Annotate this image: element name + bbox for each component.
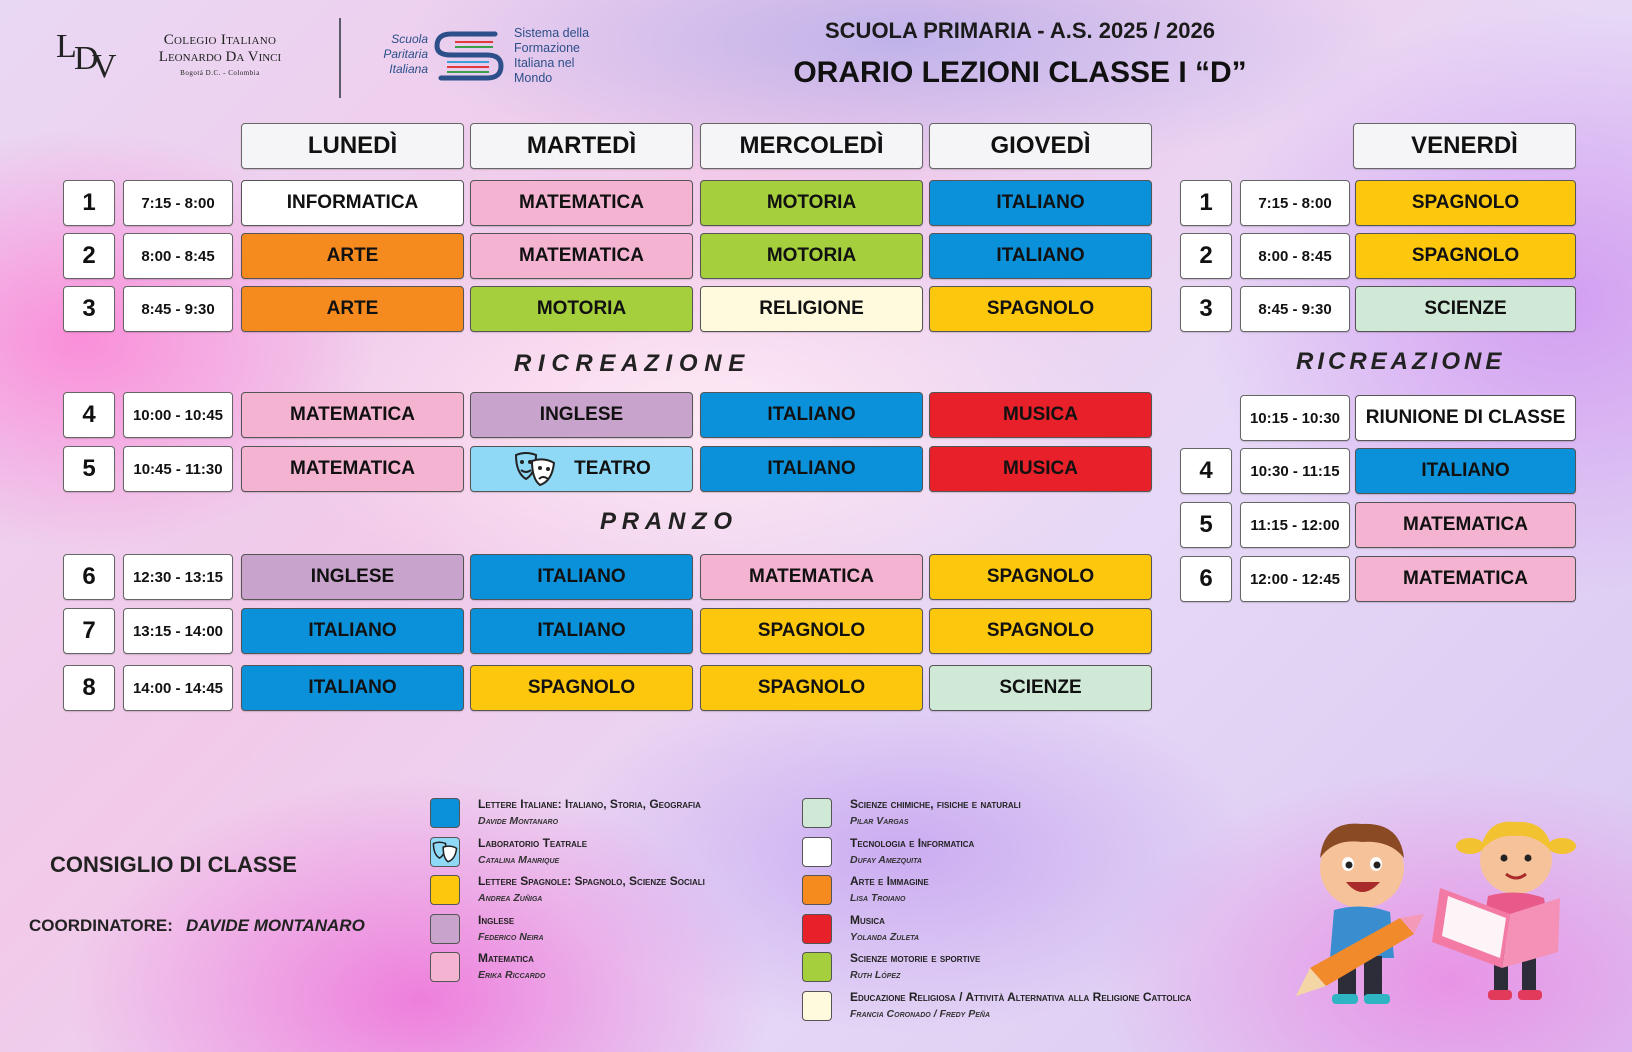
period-number: 5	[63, 446, 115, 492]
subject-cell: ITALIANO	[241, 665, 464, 711]
period-time: 10:45 - 11:30	[123, 446, 233, 492]
period-number: 4	[63, 392, 115, 438]
friday-subject-cell: MATEMATICA	[1355, 556, 1576, 602]
subject-cell: MOTORIA	[700, 180, 923, 226]
subject-cell: MATEMATICA	[700, 554, 923, 600]
legend-subject: Lettere Spagnole: Spagnolo, Scienze Sociali	[478, 874, 705, 888]
subject-cell: INFORMATICA	[241, 180, 464, 226]
subject-cell: ITALIANO	[470, 554, 693, 600]
friday-subject-cell: RIUNIONE DI CLASSE	[1355, 395, 1576, 441]
subject-cell: ARTE	[241, 233, 464, 279]
period-number: 7	[63, 608, 115, 654]
subject-cell: MATEMATICA	[470, 180, 693, 226]
coordinator-name: DAVIDE MONTANARO	[186, 916, 365, 935]
sf-line3: Italiana nel	[514, 56, 575, 70]
legend-teacher: Pilar Vargas	[850, 815, 909, 827]
subject-cell: INGLESE	[470, 392, 693, 438]
period-time: 14:00 - 14:45	[123, 665, 233, 711]
friday-period-time: 8:00 - 8:45	[1240, 233, 1350, 279]
legend-subject: Tecnologia e Informatica	[850, 835, 975, 850]
day-header-thursday: GIOVEDÌ	[929, 123, 1152, 169]
subject-cell: MATEMATICA	[241, 392, 464, 438]
legend-swatch	[430, 914, 460, 944]
period-number: 2	[63, 233, 115, 279]
subject-cell: SCIENZE	[929, 665, 1152, 711]
sf-line2: Formazione	[514, 41, 580, 55]
subject-cell: SPAGNOLO	[700, 608, 923, 654]
sf-line4: Mondo	[514, 71, 553, 85]
legend-swatch	[802, 952, 832, 982]
period-time: 13:15 - 14:00	[123, 608, 233, 654]
day-header-tuesday: MARTEDÌ	[470, 123, 693, 169]
subject-cell: ARTE	[241, 286, 464, 332]
day-header-monday: LUNEDÌ	[241, 123, 464, 169]
legend-subject: Arte e Immagine	[850, 874, 929, 888]
legend-teacher: Erika Riccardo	[478, 969, 546, 981]
break-pranzo: P R A N Z O	[600, 508, 732, 535]
subject-cell: MOTORIA	[470, 286, 693, 332]
period-number: 8	[63, 665, 115, 711]
subject-cell: ITALIANO	[700, 392, 923, 438]
friday-period-time: 7:15 - 8:00	[1240, 180, 1350, 226]
college-location: Bogotá D.C. - Colombia	[180, 69, 260, 77]
friday-period-number: 5	[1180, 502, 1232, 548]
college-name-line2: Leonardo Da Vinci	[158, 49, 282, 65]
friday-period-time: 10:15 - 10:30	[1240, 395, 1350, 441]
legend-subject: Musica	[850, 912, 885, 927]
legend-swatch	[430, 875, 460, 905]
friday-period-number: 1	[1180, 180, 1232, 226]
friday-subject-cell: SCIENZE	[1355, 286, 1576, 332]
day-header-wednesday: MERCOLEDÌ	[700, 123, 923, 169]
sf-line1: Sistema della	[514, 26, 590, 40]
legend-swatch	[430, 837, 460, 867]
subject-cell: ITALIANO	[241, 608, 464, 654]
legend-swatch	[802, 875, 832, 905]
break-ricreazione-friday: RICREAZIONE	[1296, 348, 1506, 375]
header-divider	[339, 18, 341, 98]
school-year-title: SCUOLA PRIMARIA - A.S. 2025 / 2026	[825, 18, 1215, 43]
legend-subject: Laboratorio Teatrale	[478, 835, 588, 850]
subject-cell: ITALIANO	[700, 446, 923, 492]
friday-period-number: 3	[1180, 286, 1232, 332]
subject-cell	[470, 446, 693, 492]
legend-swatch	[802, 798, 832, 828]
council-title: CONSIGLIO DI CLASSE	[50, 852, 297, 877]
period-time: 10:00 - 10:45	[123, 392, 233, 438]
subject-cell: SPAGNOLO	[700, 665, 923, 711]
sistema-formazione-logo-icon	[433, 28, 505, 82]
period-time: 12:30 - 13:15	[123, 554, 233, 600]
legend-teacher: Dufay Amezquita	[850, 853, 922, 866]
subject-cell: SPAGNOLO	[929, 608, 1152, 654]
legend-subject: Scienze chimiche, fisiche e naturali	[850, 797, 1021, 811]
friday-period-number: 4	[1180, 448, 1232, 494]
legend-teacher: Yolanda Zuleta	[850, 930, 920, 943]
legend-subject: Inglese	[478, 912, 515, 927]
subject-cell: MUSICA	[929, 446, 1152, 492]
friday-subject-cell: MATEMATICA	[1355, 502, 1576, 548]
legend-subject: Scienze motorie e sportive	[850, 951, 981, 965]
ldv-logo-letter-d: D	[74, 40, 95, 77]
subject-cell: SPAGNOLO	[929, 286, 1152, 332]
period-number: 1	[63, 180, 115, 226]
friday-subject-cell: SPAGNOLO	[1355, 233, 1576, 279]
legend-swatch	[430, 952, 460, 982]
legend-teacher: Federico Neira	[478, 930, 544, 943]
subject-label: TEATRO	[574, 458, 651, 479]
friday-period-time: 12:00 - 12:45	[1240, 556, 1350, 602]
legend-teacher: Ruth López	[850, 969, 901, 981]
subject-cell: MATEMATICA	[241, 446, 464, 492]
subject-cell: SPAGNOLO	[470, 665, 693, 711]
subject-cell: MUSICA	[929, 392, 1152, 438]
period-number: 6	[63, 554, 115, 600]
subject-cell: ITALIANO	[929, 233, 1152, 279]
legend-subject: Lettere Italiane: Italiano, Storia, Geografia	[478, 797, 701, 811]
friday-period-time: 8:45 - 9:30	[1240, 286, 1350, 332]
legend-subject: Educazione Religiosa / Attività Alternativa alla Religione Cattolica	[850, 989, 1192, 1004]
period-number: 3	[63, 286, 115, 332]
friday-subject-cell: SPAGNOLO	[1355, 180, 1576, 226]
schedule-title: ORARIO LEZIONI CLASSE I “D”	[793, 56, 1247, 89]
sp-line3: Italiana	[389, 62, 428, 76]
break-ricreazione: R I C R E A Z I O N E	[514, 350, 745, 377]
sp-line2: Paritaria	[383, 47, 428, 61]
college-name-line1: Colegio Italiano	[163, 32, 277, 48]
legend-teacher: Lisa Troiano	[850, 892, 906, 904]
children-illustration-icon	[1290, 818, 1600, 1013]
legend-teacher: Francia Coronado / Fredy Peña	[850, 1007, 991, 1020]
ldv-logo-letter-l: L	[56, 28, 73, 65]
subject-cell: ITALIANO	[929, 180, 1152, 226]
college-name	[130, 32, 310, 77]
theatre-masks-icon	[512, 449, 558, 489]
period-time: 8:00 - 8:45	[123, 233, 233, 279]
scuola-paritaria-text	[374, 32, 428, 77]
subject-cell: MATEMATICA	[470, 233, 693, 279]
legend-swatch	[802, 991, 832, 1021]
subject-cell: ITALIANO	[470, 608, 693, 654]
legend-swatch	[430, 798, 460, 828]
subject-cell: SPAGNOLO	[929, 554, 1152, 600]
sp-line1: Scuola	[391, 32, 428, 46]
subject-cell: MOTORIA	[700, 233, 923, 279]
friday-period-number: 6	[1180, 556, 1232, 602]
legend-swatch	[802, 837, 832, 867]
friday-subject-cell: ITALIANO	[1355, 448, 1576, 494]
ldv-logo-letter-v: V	[92, 48, 113, 85]
subject-cell: INGLESE	[241, 554, 464, 600]
legend-teacher: Davide Montanaro	[478, 815, 559, 827]
day-header-friday: VENERDÌ	[1353, 123, 1576, 169]
legend-teacher: Andrea Zuñiga	[478, 892, 543, 904]
friday-period-number: 2	[1180, 233, 1232, 279]
legend-subject: Matematica	[478, 951, 534, 965]
theatre-masks-icon	[431, 838, 459, 866]
period-time: 8:45 - 9:30	[123, 286, 233, 332]
friday-period-time: 11:15 - 12:00	[1240, 502, 1350, 548]
friday-period-time: 10:30 - 11:15	[1240, 448, 1350, 494]
subject-cell: RELIGIONE	[700, 286, 923, 332]
sistema-formazione-text	[514, 26, 624, 86]
legend-teacher: Catalina Manrique	[478, 853, 560, 866]
coordinator-label: COORDINATORE:	[29, 916, 173, 935]
period-time: 7:15 - 8:00	[123, 180, 233, 226]
ldv-logo	[56, 28, 122, 84]
legend-swatch	[802, 914, 832, 944]
